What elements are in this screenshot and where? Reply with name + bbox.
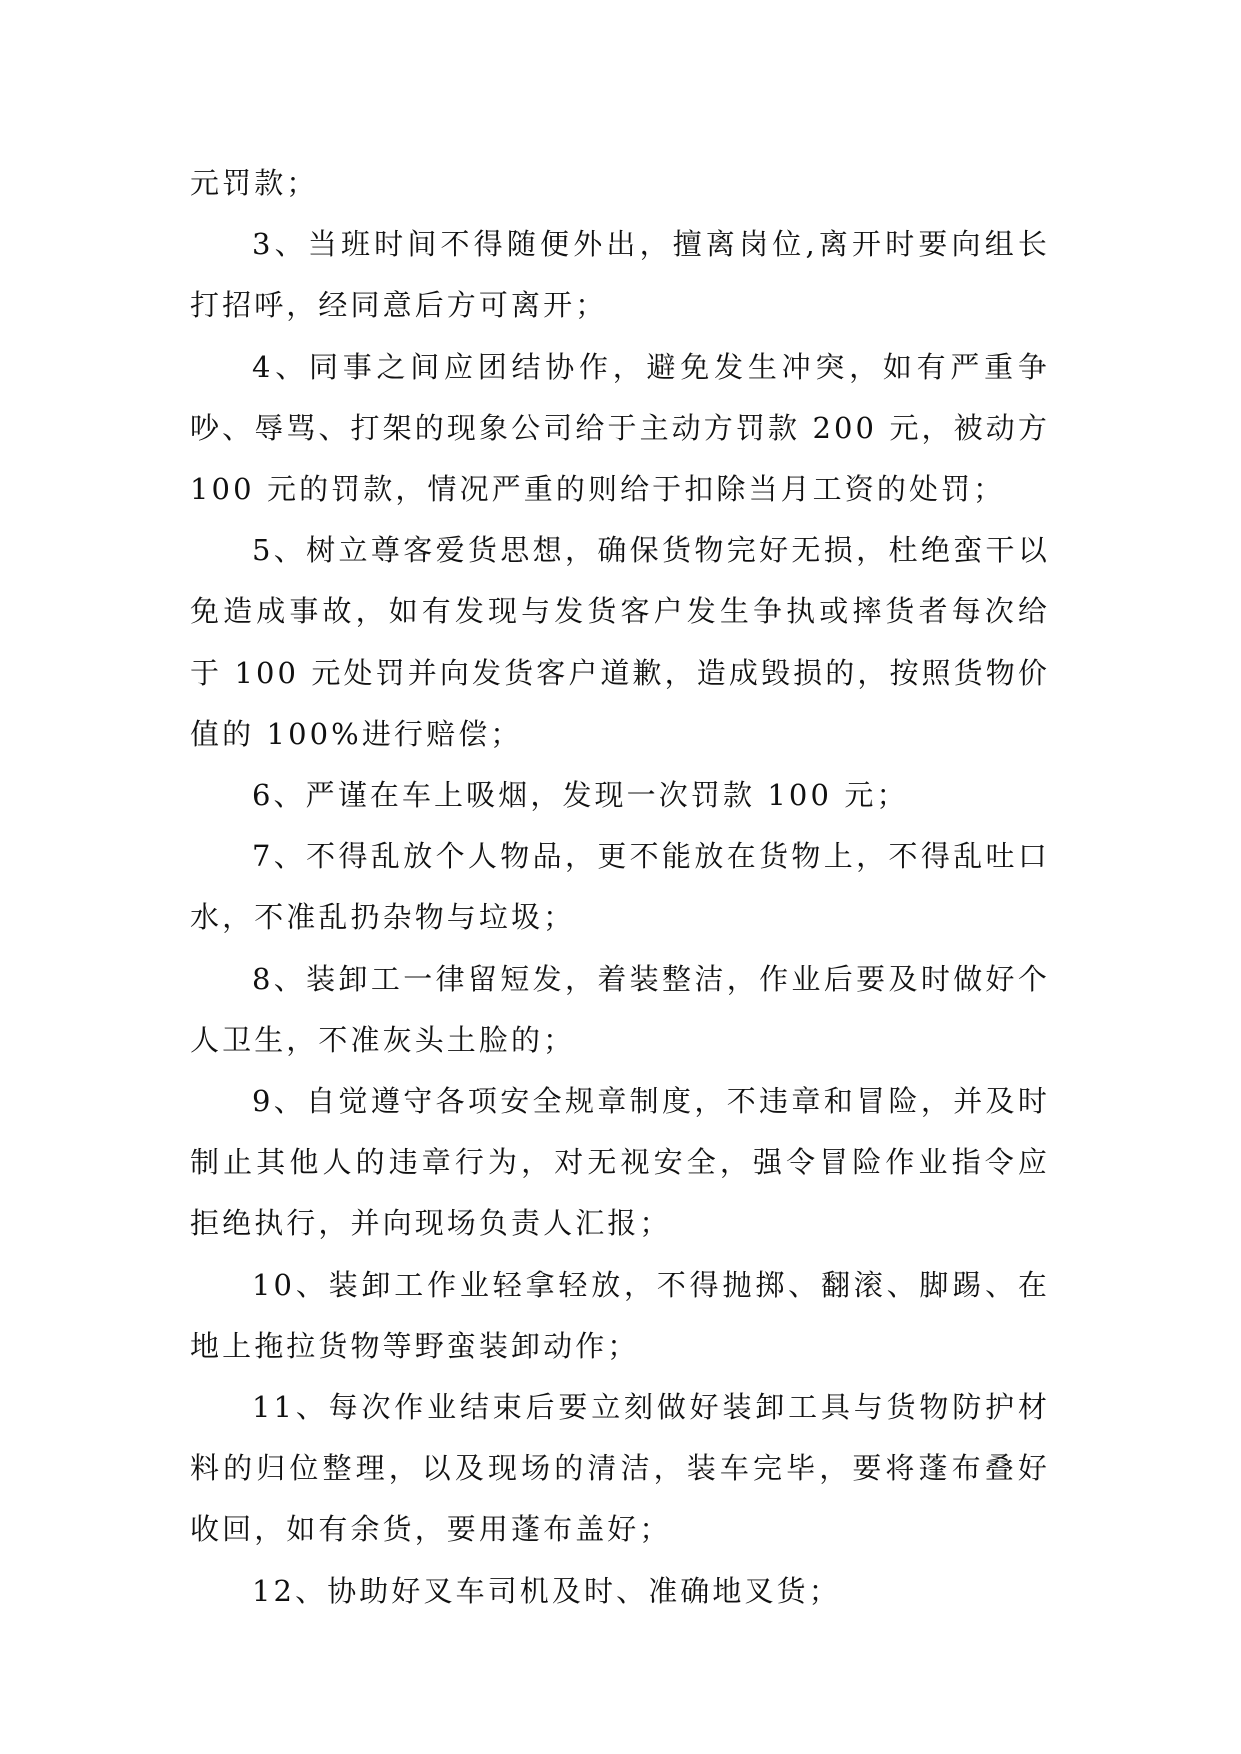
rule-item-7: 7、不得乱放个人物品，更不能放在货物上，不得乱吐口水，不准乱扔杂物与垃圾； — [190, 839, 1050, 935]
rule-item-10: 10、装卸工作业轻拿轻放，不得抛掷、翻滚、脚踢、在地上拖拉货物等野蛮装卸动作； — [190, 1267, 1050, 1363]
rule-item-4: 4、同事之间应团结协作，避免发生冲突，如有严重争吵、辱骂、打架的现象公司给于主动方罚款 200 元，被动方 100 元的罚款，情况严重的则给于扣除当月工资的处罚； — [190, 349, 1050, 507]
paragraph-continuation: 元罚款； — [190, 166, 319, 200]
rule-item-12: 12、协助好叉车司机及时、准确地叉货； — [252, 1573, 841, 1608]
rule-item-5: 5、树立尊客爱货思想，确保货物完好无损，杜绝蛮干以免造成事故，如有发现与发货客户发生争执或摔货者每次给于 100 元处罚并向发货客户道歉，造成毁损的，按照货物价值的 100%进行赔偿； — [190, 533, 1050, 751]
rule-item-6: 6、严谨在车上吸烟，发现一次罚款 100 元； — [252, 778, 909, 813]
rule-item-8: 8、装卸工一律留短发，着装整洁，作业后要及时做好个人卫生，不准灰头土脸的； — [190, 961, 1050, 1057]
rule-item-11: 11、每次作业结束后要立刻做好装卸工具与货物防护材料的归位整理，以及现场的清洁，装车完毕，要将蓬布叠好收回，如有余货，要用蓬布盖好； — [190, 1390, 1050, 1547]
document-page — [190, 153, 1050, 1622]
rule-item-9: 9、自觉遵守各项安全规章制度，不违章和冒险，并及时制止其他人的违章行为，对无视安全，强令冒险作业指令应拒绝执行，并向现场负责人汇报； — [190, 1084, 1050, 1241]
rule-item-3: 3、当班时间不得随便外出，擅离岗位,离开时要向组长打招呼，经同意后方可离开； — [190, 227, 1050, 323]
